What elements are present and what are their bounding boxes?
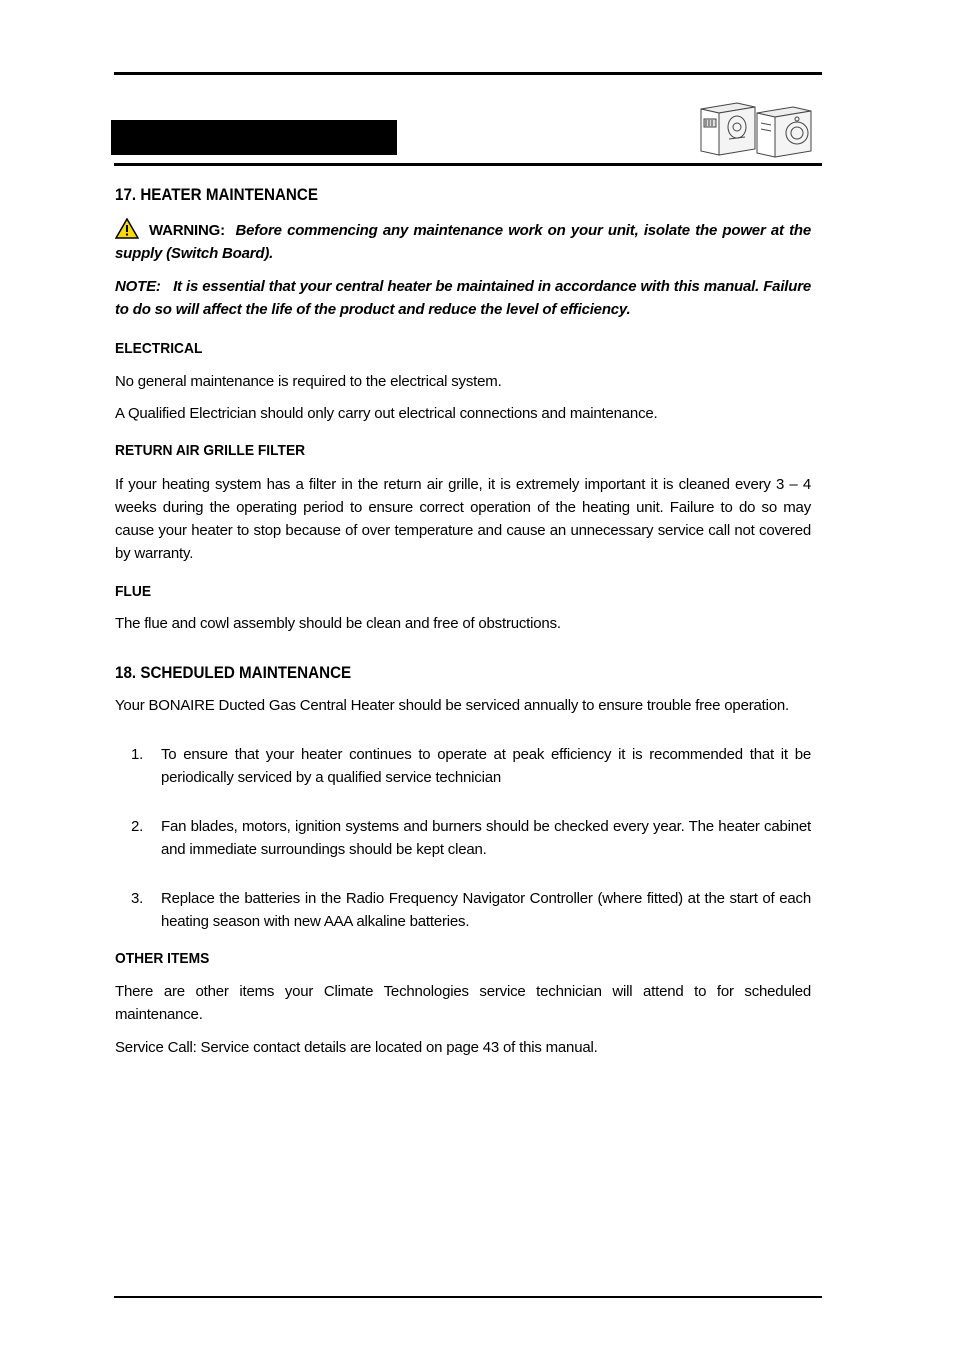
warning-text: Before commencing any maintenance work on your unit, isolate the power at the supply (Switch Board). bbox=[115, 222, 811, 262]
list-item: 2. Fan blades, motors, ignition systems and burners should be checked every year. The heater cabinet and immediate surroundings should be kept clean. bbox=[131, 818, 811, 858]
note-paragraph bbox=[115, 275, 811, 321]
footer-rule bbox=[114, 1296, 822, 1298]
other-items-heading: OTHER ITEMS bbox=[115, 950, 210, 967]
service-call-p: Service Call: Service contact details are located on page 43 of this manual. bbox=[115, 1039, 598, 1056]
warning-paragraph bbox=[115, 218, 811, 265]
list-item: 3. Replace the batteries in the Radio Frequency Navigator Controller (where fitted) at the start of each heating season with new AAA alkaline batteries. bbox=[131, 890, 811, 930]
warning-triangle-icon bbox=[115, 218, 139, 239]
other-items-p1: There are other items your Climate Technologies service technician will attend to for scheduled maintenance. bbox=[115, 983, 811, 1023]
heater-units-icon bbox=[697, 99, 813, 159]
scheduled-list bbox=[115, 743, 811, 933]
page-content bbox=[115, 184, 811, 1059]
note-label: NOTE: bbox=[115, 278, 161, 295]
return-air-p1: If your heating system has a filter in the return air grille, it is extremely important it is cleaned every 3 – 4 weeks during the operating period to ensure correct operation of the heating unit. Failure to do so may cause your heater to stop because of over temperature and cause an unnecessary service call not covered by warranty. bbox=[115, 476, 811, 562]
header-black-bar bbox=[111, 120, 397, 155]
electrical-heading: ELECTRICAL bbox=[115, 340, 203, 357]
section-18-title: 18. SCHEDULED MAINTENANCE bbox=[115, 664, 352, 682]
note-text: It is essential that your central heater be maintained in accordance with this manual. Failure to do so will affect the life of the product and reduce the level of efficiency. bbox=[115, 278, 812, 318]
flue-heading: FLUE bbox=[115, 583, 152, 600]
header-bottom-rule bbox=[114, 163, 822, 166]
electrical-p1: No general maintenance is required to the electrical system. bbox=[115, 373, 502, 390]
scheduled-intro: Your BONAIRE Ducted Gas Central Heater should be serviced annually to ensure trouble free operation. bbox=[115, 697, 789, 714]
warning-label: WARNING: bbox=[149, 222, 225, 239]
list-item: 1. To ensure that your heater continues to operate at peak efficiency it is recommended that it be periodically serviced by a qualified service technician bbox=[131, 746, 811, 786]
flue-p1: The flue and cowl assembly should be clean and free of obstructions. bbox=[115, 615, 561, 632]
return-air-heading: RETURN AIR GRILLE FILTER bbox=[115, 442, 306, 459]
electrical-p2: A Qualified Electrician should only carry out electrical connections and maintenance. bbox=[115, 405, 658, 422]
top-rule bbox=[114, 72, 822, 75]
section-17-title: 17. HEATER MAINTENANCE bbox=[115, 186, 318, 204]
